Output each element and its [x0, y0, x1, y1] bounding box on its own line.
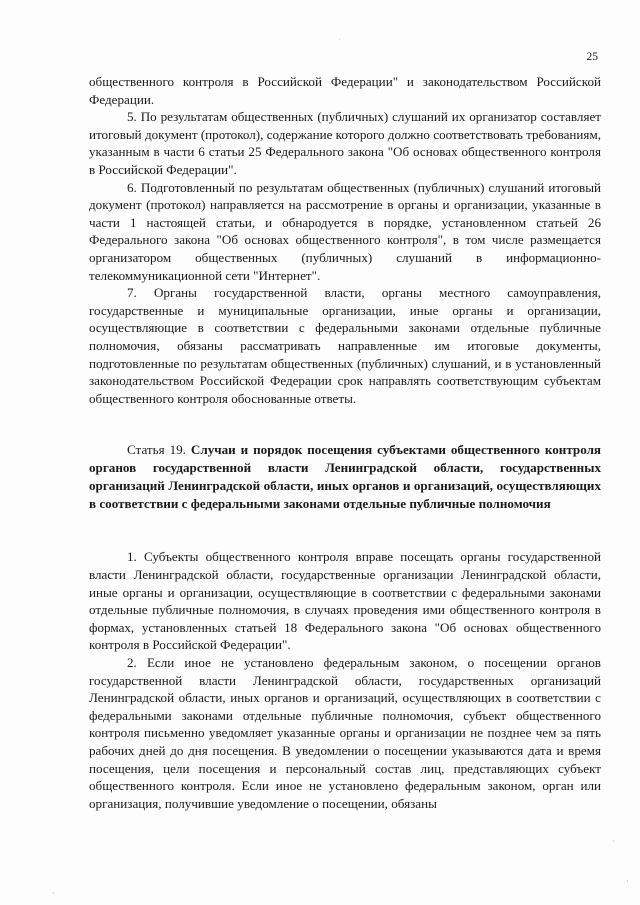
paragraph-6: 6. Подготовленный по результатам общественных (публичных) слушаний итоговый документ (протокол) направляется на рассмотрение в органы и организации, указанные в части 1 настоящей статьи, и обнародуется в порядке, установленном статьей 26 Федерального закона "Об основах общественного контроля", в том числе размещается организатором общественных (публичных) слушаний в информационно-телекоммуникационной сети "Интернет".	[89, 179, 601, 283]
scan-speck: ·	[52, 889, 55, 898]
paragraph-7: 7. Органы государственной власти, органы местного самоуправления, государственные и муниципальные организации, иные органы и организации, осуществляющие в соответствии с федеральными законами отдельные публичные полномочия, обязаны рассматривать направленные им итоговые документы, подготовленные по результатам общественных (публичных) слушаний, и в установленный законодательством Российской Федерации срок направлять соответствующим субъектам общественного контроля обоснованные ответы.	[89, 285, 601, 406]
article-paragraph-1: 1. Субъекты общественного контроля вправе посещать органы государственной власти Ленинградской области, государственные организации Ленинградской области, иные органы и организации, осуществляющие в соответствии с федеральными законами отдельные публичные полномочия, в случаях проведения ими общественного контроля в формах, установленных статьей 18 Федерального закона "Об основах общественного контроля в Российской Федерации".	[89, 549, 601, 653]
article-heading	[89, 441, 601, 512]
page-number: 25	[586, 51, 598, 63]
document-body	[89, 73, 601, 812]
scan-speck: ·	[626, 877, 629, 886]
paragraph-5: 5. По результатам общественных (публичных) слушаний их организатор составляет итоговый документ (протокол), содержание которого должно соответствовать требованиям, указанным в части 6 статьи 25 Федерального закона "Об основах общественного контроля в Российской Федерации".	[89, 109, 601, 177]
paragraph-continuation: общественного контроля в Российской Федерации" и законодательством Российской Федерации.	[89, 74, 601, 107]
article-title: Случаи и порядок посещения субъектами общественного контроля органов государственной власти Ленинградской области, государственных организаций Ленинградской области, иных органов и организаций, осуществляющих в соответствии с федеральными законами отдельные публичные полномочия	[89, 442, 602, 511]
article-body	[89, 548, 601, 812]
article-paragraph-2: 2. Если иное не установлено федеральным законом, о посещении органов государственной власти Ленинградской области, государственных организаций Ленинградской области, иных органов и организаций, осуществляющих в соответствии с федеральными законами отдельные публичные полномочия, субъект общественного контроля письменно уведомляет указанные органы и организации не позднее чем за пять рабочих дней до дня посещения. В уведомлении о посещении указываются дата и время посещения, цели посещения и персональный состав лиц, представляющих субъект общественного контроля. Если иное не установлено федеральным законом, орган или организация, получившие уведомление о посещении, обязаны	[89, 655, 601, 811]
scan-speck: ·	[612, 837, 615, 846]
scan-speck: ˙	[338, 37, 341, 46]
article-label: Статья 19.	[127, 442, 191, 458]
